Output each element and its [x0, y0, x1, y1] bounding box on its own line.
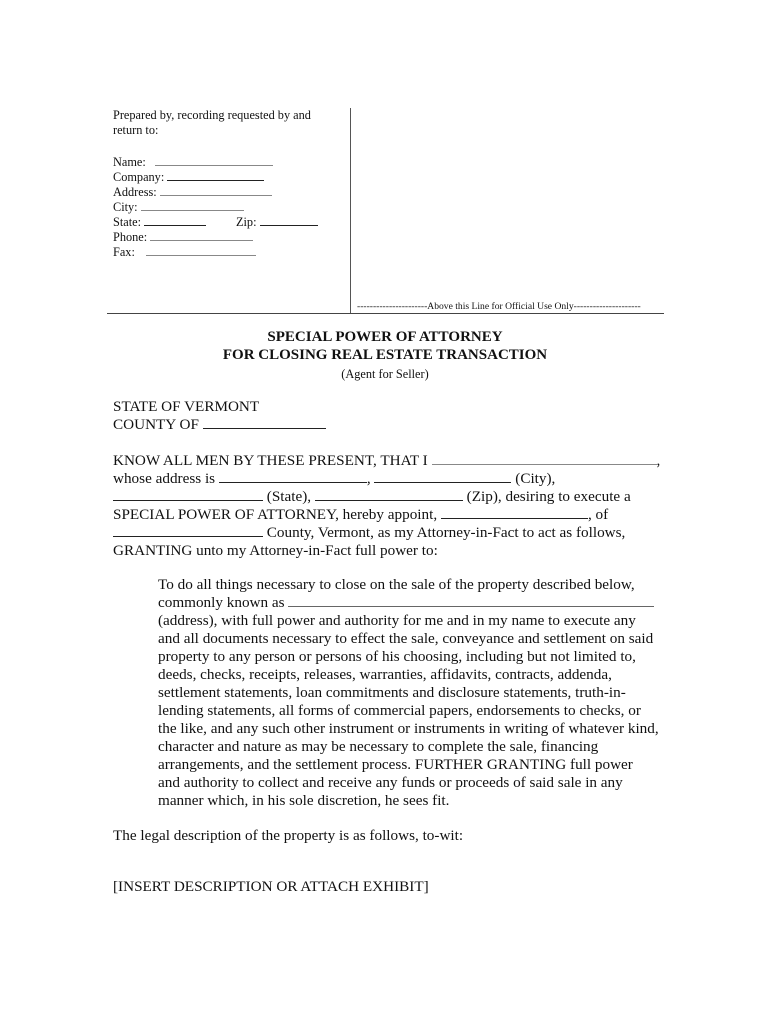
phone-blank[interactable] [150, 228, 253, 241]
legal-description-intro: The legal description of the property is as follows, to-wit: [113, 827, 464, 844]
powers-line: arrangements, and the settlement process. FURTHER GRANTING full power [158, 756, 633, 773]
official-use-notice: ----------------------Above this Line for Official Use Only--------------------- [357, 301, 641, 312]
intro-line3: (State), (Zip), desiring to execute a [113, 488, 631, 506]
address-city-blank[interactable] [374, 470, 511, 483]
powers-line: property to any person or persons of his choosing, including but not limited to, [158, 648, 636, 665]
title-line2: FOR CLOSING REAL ESTATE TRANSACTION [222, 347, 548, 363]
powers-line: settlement statements, loan commitments and disclosure statements, truth-in- [158, 684, 626, 701]
fax-blank[interactable] [146, 243, 256, 256]
agent-name-blank[interactable] [441, 506, 588, 519]
fax-field[interactable] [113, 243, 256, 260]
address-label: Address: [113, 185, 157, 199]
state-blank[interactable] [144, 213, 206, 226]
powers-line: lending statements, all forms of commercial papers, endorsements to checks, or [158, 702, 641, 719]
city-label: City: [113, 200, 138, 214]
grantor-name-blank[interactable] [432, 452, 657, 465]
powers-line: (address), with full power and authority for me and in my name to execute any [158, 612, 636, 629]
state-label: State: [113, 215, 142, 229]
county-label: COUNTY OF [113, 416, 199, 433]
county-blank[interactable] [203, 416, 326, 429]
powers-line: and authority to collect and receive any funds or proceeds of said sale in any [158, 774, 623, 791]
address-street-blank[interactable] [219, 470, 367, 483]
zip-label: Zip: [236, 215, 257, 229]
name-label: Name: [113, 155, 146, 169]
powers-line: the like, and any such other instrument or instruments in writing of whatever kind, [158, 720, 659, 737]
address-zip-blank[interactable] [315, 488, 463, 501]
intro-line6: GRANTING unto my Attorney-in-Fact full power to: [113, 542, 438, 559]
state-venue: STATE OF VERMONT [113, 398, 260, 415]
intro-line2: whose address is , (City), [113, 470, 556, 487]
agent-county-blank[interactable] [113, 524, 263, 537]
prepared-by-line2: return to: [113, 123, 159, 137]
prepared-by-line1: Prepared by, recording requested by and [113, 108, 311, 122]
powers-line: manner which, in his sole discretion, he sees fit. [158, 792, 450, 809]
city-blank[interactable] [141, 198, 244, 211]
intro-line1: KNOW ALL MEN BY THESE PRESENT, THAT I , [113, 452, 661, 469]
property-address-blank[interactable] [288, 594, 654, 607]
powers-line: To do all things necessary to close on the sale of the property described below, [158, 576, 635, 593]
recording-divider-horizontal [107, 313, 664, 314]
phone-label: Phone: [113, 230, 148, 244]
title-line1: SPECIAL POWER OF ATTORNEY [267, 329, 503, 345]
powers-line: deeds, checks, receipts, releases, warranties, affidavits, contracts, addenda, [158, 666, 612, 683]
county-venue[interactable] [113, 416, 326, 434]
zip-blank[interactable] [260, 213, 318, 226]
company-blank[interactable] [167, 168, 264, 181]
powers-line: character and nature as may be necessary to complete the sale, financing [158, 738, 599, 755]
intro-line5: County, Vermont, as my Attorney-in-Fact to act as follows, [113, 524, 625, 542]
address-blank[interactable] [160, 183, 272, 196]
insert-exhibit-placeholder: [INSERT DESCRIPTION OR ATTACH EXHIBIT] [113, 878, 429, 895]
fax-label: Fax: [113, 245, 135, 259]
address-state-blank[interactable] [113, 488, 263, 501]
company-label: Company: [113, 170, 165, 184]
name-blank[interactable] [155, 153, 273, 166]
intro-line4: SPECIAL POWER OF ATTORNEY, hereby appoint, , of [113, 506, 609, 523]
subtitle: (Agent for Seller) [341, 367, 429, 381]
powers-line: commonly known as [158, 594, 654, 612]
recording-divider-vertical [350, 108, 351, 313]
powers-line: and all documents necessary to effect the sale, conveyance and settlement on said [158, 630, 654, 647]
